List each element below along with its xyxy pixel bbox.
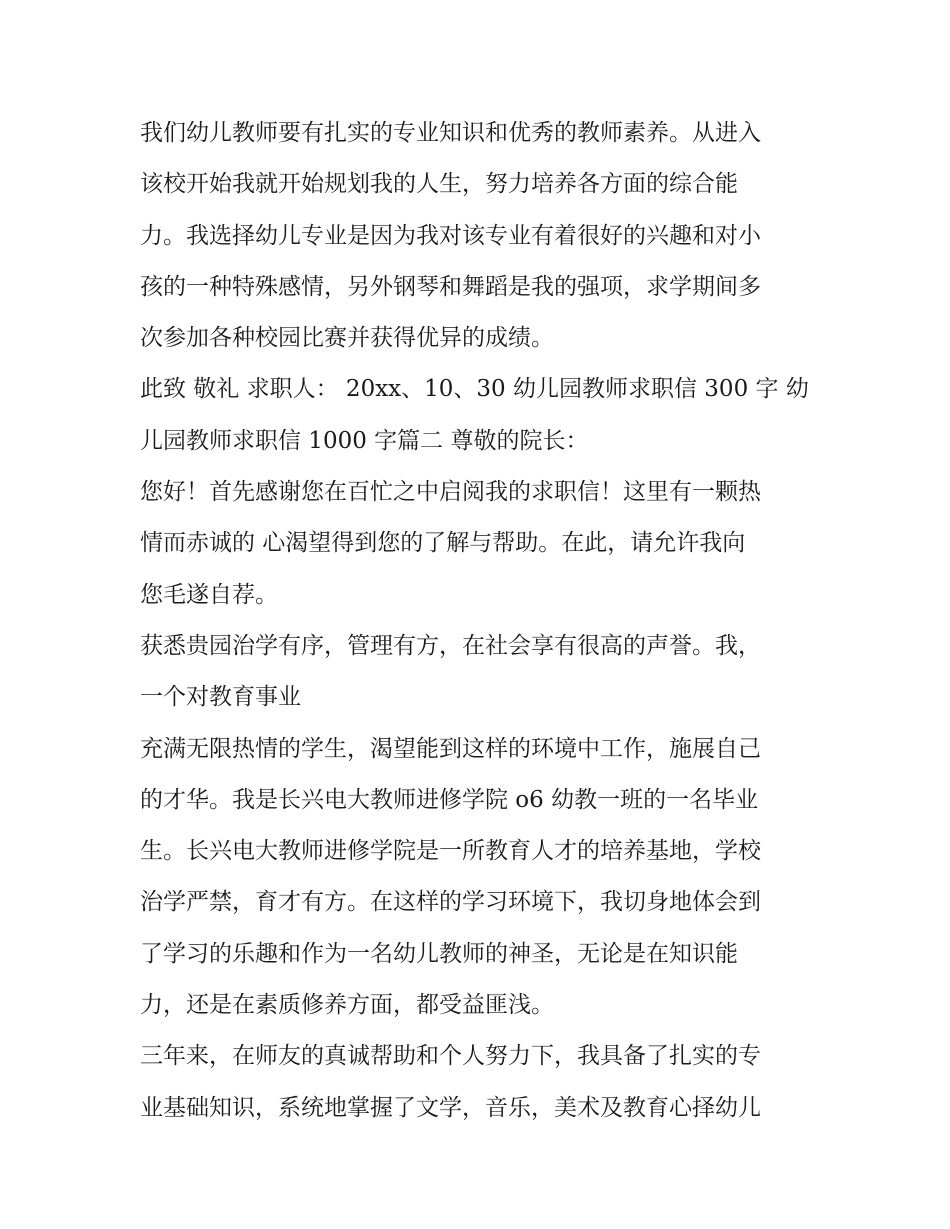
text-line: 了学习的乐趣和作为一名幼儿教师的神圣，无论是在知识能	[140, 940, 738, 967]
text-line: 业基础知识，系统地掌握了文学，音乐，美术及教育心择幼儿	[140, 1094, 761, 1121]
text-line: 治学严禁，育才有方。在这样的学习环境下，我切身地体会到	[140, 889, 761, 916]
text-line: 儿园教师求职信 1000 字篇二 尊敬的院长：	[140, 427, 589, 454]
text-line: 情而赤诚的 心渴望得到您的了解与帮助。在此，请允许我向	[140, 530, 746, 557]
text-line: 力。我选择幼儿专业是因为我对该专业有着很好的兴趣和对小	[140, 222, 761, 249]
text-line: 充满无限热情的学生，渴望能到这样的环境中工作，施展自己	[140, 735, 761, 762]
text-line: 获悉贵园治学有序，管理有方，在社会享有很高的声誉。我，	[140, 632, 761, 659]
text-line: 孩的一种特殊感情，另外钢琴和舞蹈是我的强项，求学期间多	[140, 273, 761, 300]
text-line: 力，还是在素质修养方面，都受益匪浅。	[140, 992, 554, 1019]
text-line: 我们幼儿教师要有扎实的专业知识和优秀的教师素养。从进入	[140, 120, 761, 146]
text-line: 次参加各种校园比赛并获得优异的成绩。	[140, 325, 554, 352]
text-line: 一个对教育事业	[140, 684, 301, 711]
body-text	[140, 108, 812, 1134]
text-line: 的才华。我是长兴电大教师进修学院 o6 幼教一班的一名毕业	[140, 786, 759, 813]
text-line: 您好！首先感谢您在百忙之中启阅我的求职信！这里有一颗热	[140, 479, 761, 506]
text-line: 您毛遂自荐。	[140, 581, 278, 608]
text-line: 此致 敬礼 求职人： 20xx、10、30 幼儿园教师求职信 300 字 幼	[140, 376, 809, 403]
text-line: 生。长兴电大教师进修学院是一所教育人才的培养基地，学校	[140, 838, 761, 865]
text-line: 该校开始我就开始规划我的人生，努力培养各方面的综合能	[140, 171, 738, 198]
text-line: 三年来，在师友的真诚帮助和个人努力下，我具备了扎实的专	[140, 1043, 761, 1070]
